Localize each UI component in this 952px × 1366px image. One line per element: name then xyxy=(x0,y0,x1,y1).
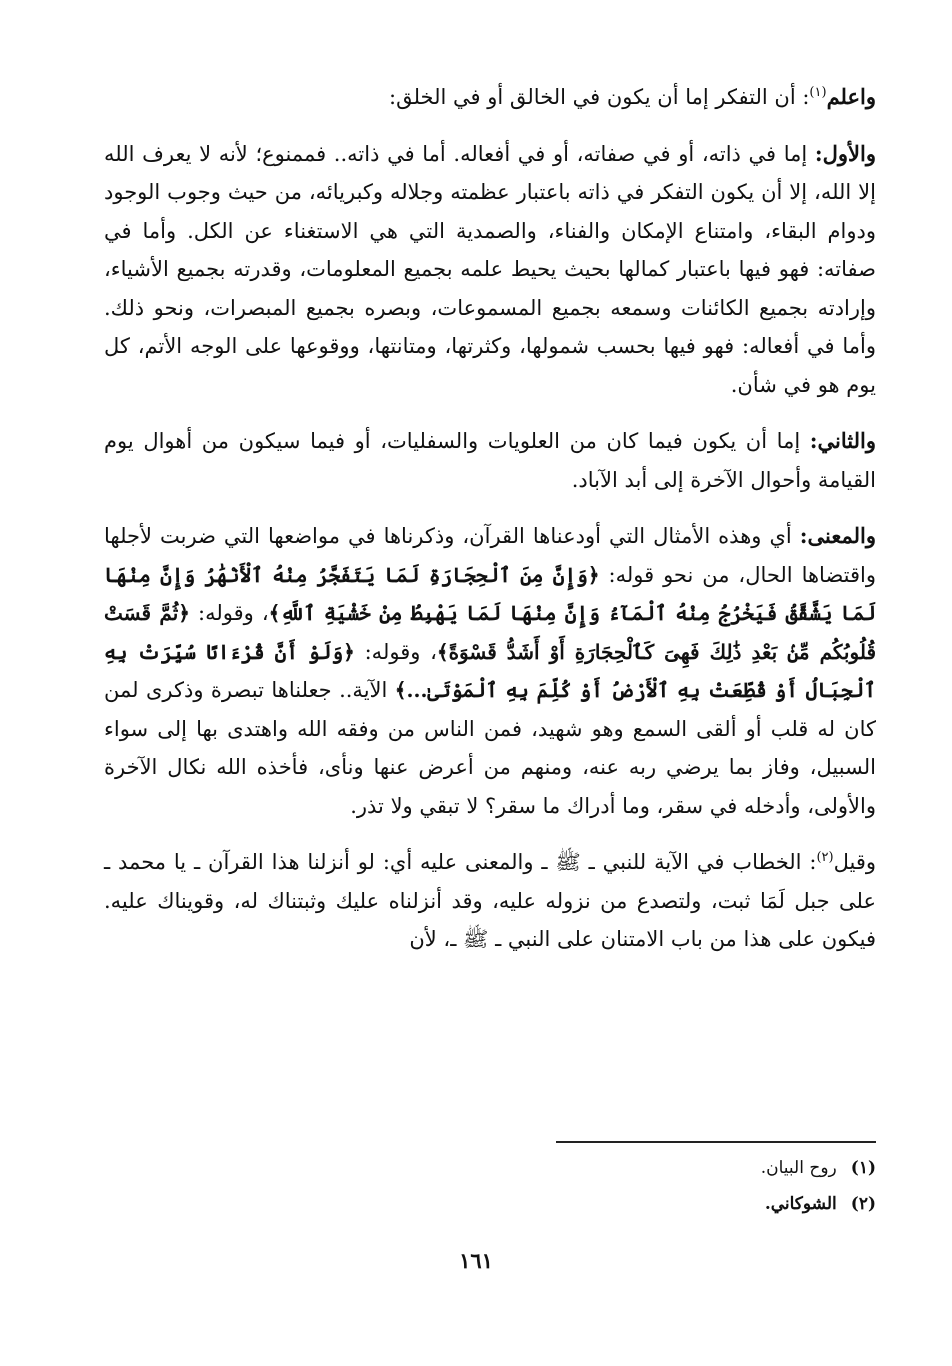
paragraph-text: ، وقوله: xyxy=(354,639,437,664)
paragraph-meaning xyxy=(104,517,876,825)
paragraph-text: الآية.. جعلناها تبصرة وذكرى لمن كان له قلب أو ألقى السمع وهو شهيد، فمن الناس من وفقه الله واهتدى بها إلى سواء السبيل، وفاز بما يرضي ربه عنه، ومنهم من أعرض عنها ونأى، فأخذه الله نكال الآخرة والأولى، وأدخله في سقر، وما أدراك ما سقر؟ لا تبقي ولا تذر. xyxy=(104,678,876,818)
footnote-1 xyxy=(376,1150,876,1186)
quran-verse-2: ﴿ثُمَّ قَسَتْ قُلُوبُكُم مِّنۢ بَعْدِ ذَٰلِكَ فَهِىَ كَٱلْحِجَارَةِ أَوْ أَشَدُّ قَسْوَةً﴾ xyxy=(104,601,877,664)
quran-verse-3: ﴿وَلَوْ أَنَّ قُرْءَانًا سُيِّرَتْ بِهِ ٱلْجِبَالُ أَوْ قُطِّعَتْ بِهِ ٱلْأَرْضُ أَوْ كُلِّمَ بِهِ ٱلْمَوْتَىٰ...﴾ xyxy=(104,639,876,702)
paragraph-text: ، وقوله: xyxy=(189,601,269,625)
footnote-text: روح البيان. xyxy=(760,1158,837,1178)
paragraph-first xyxy=(104,135,876,405)
footnote-number: (١) xyxy=(850,1158,876,1178)
paragraph-text: أي وهذه الأمثال التي أودعناها القرآن، وذكرناها في مواضعها التي ضربت لأجلها واقتضاها الحال، من نحو قوله: xyxy=(104,524,877,587)
page-number: ١٦١ xyxy=(459,1248,493,1273)
footnote-ref-2[interactable]: (٢) xyxy=(816,850,834,865)
paragraph-intro xyxy=(104,78,876,117)
footnote-number: (٢) xyxy=(850,1194,876,1214)
paragraph-text: إما في ذاته، أو في صفاته، أو في أفعاله. أما في ذاته.. فممنوع؛ لأنه لا يعرف الله إلا الله، إلا أن يكون التفكر في ذاته باعتبار عظمته وجلاله وكبريائه، من حيث وجوب الوجود ودوام البقاء، وامتناع الإمكان والفناء، والصمدية التي هي الاستغناء عن الكل. وأما في صفاته: فهو فيها باعتبار كمالها بحيث يحيط علمه بجميع المعلومات، وقدرته بجميع الأشياء، وإرادته بجميع الكائنات وسمعه بجميع المسموعات، وبصره بجميع المبصرات، ونحو ذلك. وأما في أفعاله: فهو فيها بحسب شمولها، وكثرتها، ومتانتها، ووقوعها على الوجه الأتم، كل يوم هو في شأن. xyxy=(104,141,876,397)
term-awwal: والأول: xyxy=(814,140,876,166)
term-thani: والثاني: xyxy=(809,428,876,453)
paragraph-qila xyxy=(104,843,876,959)
paragraph-text: : أن التفكر إما أن يكون في الخالق أو في الخلق: xyxy=(389,85,810,109)
term-maana: والمعنى: xyxy=(799,523,876,548)
footnote-divider xyxy=(556,1141,876,1143)
footnote-text: الشوكاني. xyxy=(764,1194,837,1214)
page-body xyxy=(104,78,876,959)
paragraph-second xyxy=(104,422,876,499)
footnote-2 xyxy=(376,1186,876,1222)
quran-verse-1: ﴿وَإِنَّ مِنَ ٱلْحِجَارَةِ لَمَا يَتَفَجَّرُ مِنْهُ ٱلْأَنْهَٰرُ وَإِنَّ مِنْهَا لَمَا يَشَّقَّقُ فَيَخْرُجُ مِنْهُ ٱلْمَآءُ وَإِنَّ مِنْهَا لَمَا يَهْبِطُ مِنْ خَشْيَةِ ٱللَّهِ﴾ xyxy=(104,562,877,625)
term-qila: وقيل xyxy=(833,850,876,874)
footnotes xyxy=(376,1150,876,1222)
paragraph-text: إما أن يكون فيما كان من العلويات والسفليات، أو فيما سيكون من أهوال يوم القيامة وأحوال الآخرة إلى أبد الآباد. xyxy=(104,429,876,492)
term-waalam: واعلم xyxy=(826,84,876,109)
paragraph-text: : الخطاب في الآية للنبي ـ ﷺ ـ والمعنى عليه أي: لو أنزلنا هذا القرآن ـ يا محمد ـ على جبل لَمَا ثبت، ولتصدع من نزوله عليه، وقد أنزلناه عليك وثبتناك له، وقويناك عليه. فيكون على هذا من باب الامتنان على النبي ـ ﷺ ـ، لأن xyxy=(104,850,876,951)
footnote-ref-1[interactable]: (١) xyxy=(809,85,827,100)
